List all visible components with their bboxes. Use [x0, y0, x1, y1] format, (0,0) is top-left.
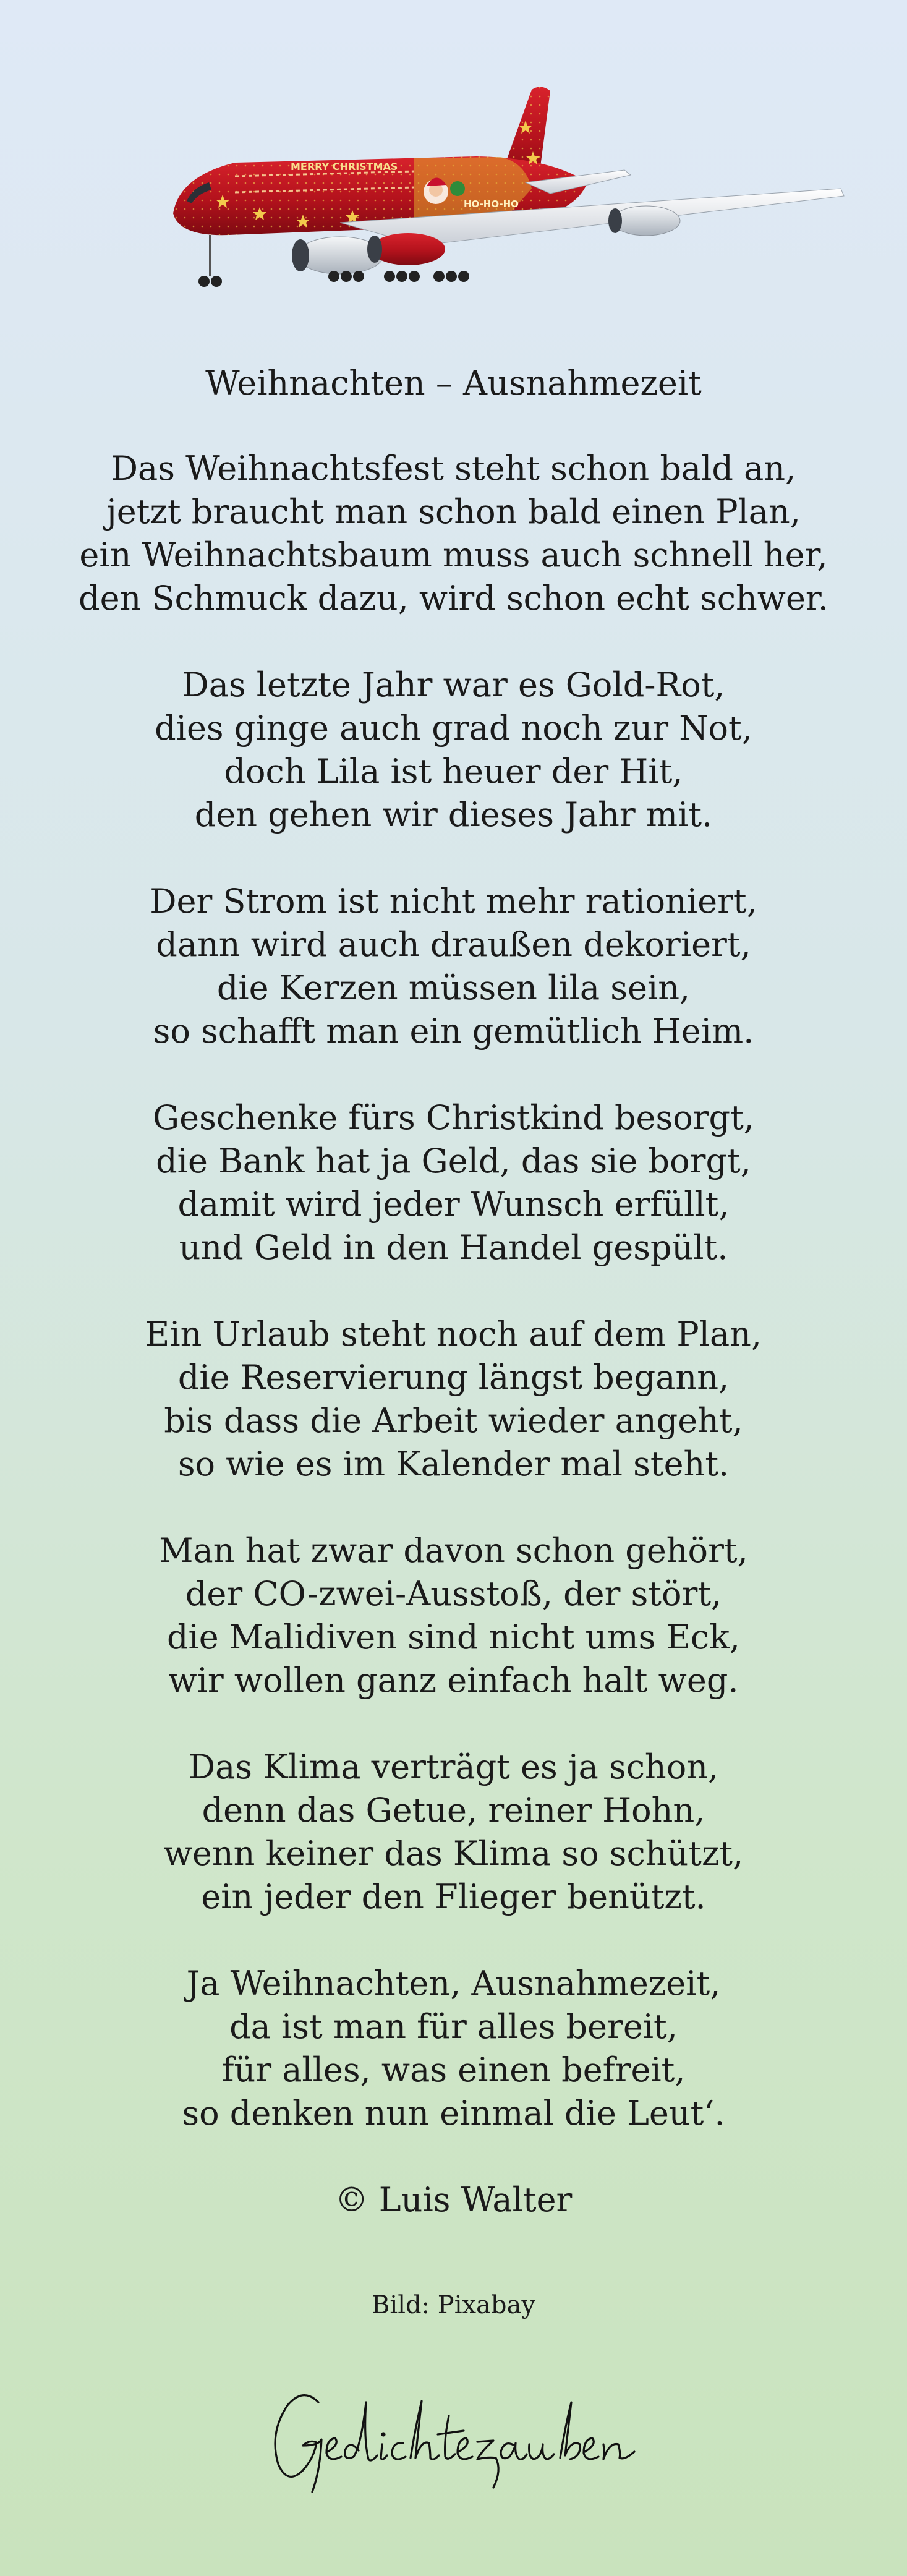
poem-title: Weihnachten – Ausnahmezeit: [205, 364, 702, 403]
stanza: [0, 1096, 907, 1269]
stanza: [0, 880, 907, 1053]
poem-line: die Reservierung längst begann,: [177, 1358, 730, 1397]
poem-line: Ja Weihnachten, Ausnahmezeit,: [186, 1964, 721, 2003]
livery-text-hohoho: HO-HO-HO: [464, 198, 519, 210]
stanza: [0, 663, 907, 837]
poem-line: Der Strom ist nicht mehr rationiert,: [150, 882, 757, 921]
stanza: [0, 1746, 907, 1919]
poem-line: den gehen wir dieses Jahr mit.: [194, 795, 713, 834]
poem-line: wenn keiner das Klima so schützt,: [163, 1834, 744, 1873]
poem-line: und Geld in den Handel gespült.: [179, 1228, 728, 1267]
poem-line: bis dass die Arbeit wieder angeht,: [164, 1401, 743, 1440]
poem: [0, 362, 907, 2222]
poem-line: so wie es im Kalender mal steht.: [177, 1444, 730, 1483]
poem-stanzas: [0, 447, 907, 2135]
poem-line: so denken nun einmal die Leut‘.: [182, 2094, 725, 2133]
poem-line: jetzt braucht man schon bald einen Plan,: [106, 492, 801, 531]
poem-line: Ein Urlaub steht noch auf dem Plan,: [145, 1315, 762, 1354]
stanza: [0, 1313, 907, 1486]
poem-line: die Kerzen müssen lila sein,: [216, 968, 691, 1007]
poem-line: Das Weihnachtsfest steht schon bald an,: [111, 449, 796, 488]
livery-text-merry: MERRY CHRISTMAS: [291, 161, 398, 173]
poem-line: doch Lila ist heuer der Hit,: [224, 752, 683, 791]
poem-line: da ist man für alles bereit,: [229, 2007, 678, 2046]
poem-line: Geschenke fürs Christkind besorgt,: [153, 1098, 754, 1137]
stanza: [0, 447, 907, 620]
signature-logo: [260, 2378, 655, 2495]
stanza: [0, 1962, 907, 2135]
image-credit: Bild: Pixabay: [372, 2291, 535, 2319]
poem-line: der CO-zwei-Ausstoß, der stört,: [185, 1574, 722, 1613]
christmas-airplane-image: [155, 83, 847, 306]
poem-line: damit wird jeder Wunsch erfüllt,: [177, 1185, 730, 1224]
poem-line: dies ginge auch grad noch zur Not,: [155, 709, 752, 748]
poem-line: ein Weihnachtsbaum muss auch schnell her,: [79, 535, 828, 574]
poem-line: die Malidiven sind nicht ums Eck,: [166, 1618, 741, 1657]
poem-line: wir wollen ganz einfach halt weg.: [168, 1661, 739, 1700]
airplane-illustration: [155, 83, 847, 306]
copyright-line: © Luis Walter: [334, 2180, 573, 2219]
poem-line: den Schmuck dazu, wird schon echt schwer.: [79, 579, 828, 618]
poem-line: Das Klima verträgt es ja schon,: [188, 1747, 719, 1786]
poem-line: die Bank hat ja Geld, das sie borgt,: [156, 1141, 751, 1180]
poem-line: dann wird auch draußen dekoriert,: [156, 925, 751, 964]
poem-line: für alles, was einen befreit,: [221, 2050, 686, 2089]
poem-line: so schafft man ein gemütlich Heim.: [153, 1012, 754, 1051]
stanza: [0, 1529, 907, 1702]
poem-line: ein jeder den Flieger benützt.: [201, 1877, 706, 1916]
poem-line: Man hat zwar davon schon gehört,: [159, 1531, 748, 1570]
poem-line: Das letzte Jahr war es Gold-Rot,: [182, 665, 725, 704]
signature-handwriting: [260, 2378, 655, 2495]
poem-line: denn das Getue, reiner Hohn,: [202, 1791, 705, 1830]
